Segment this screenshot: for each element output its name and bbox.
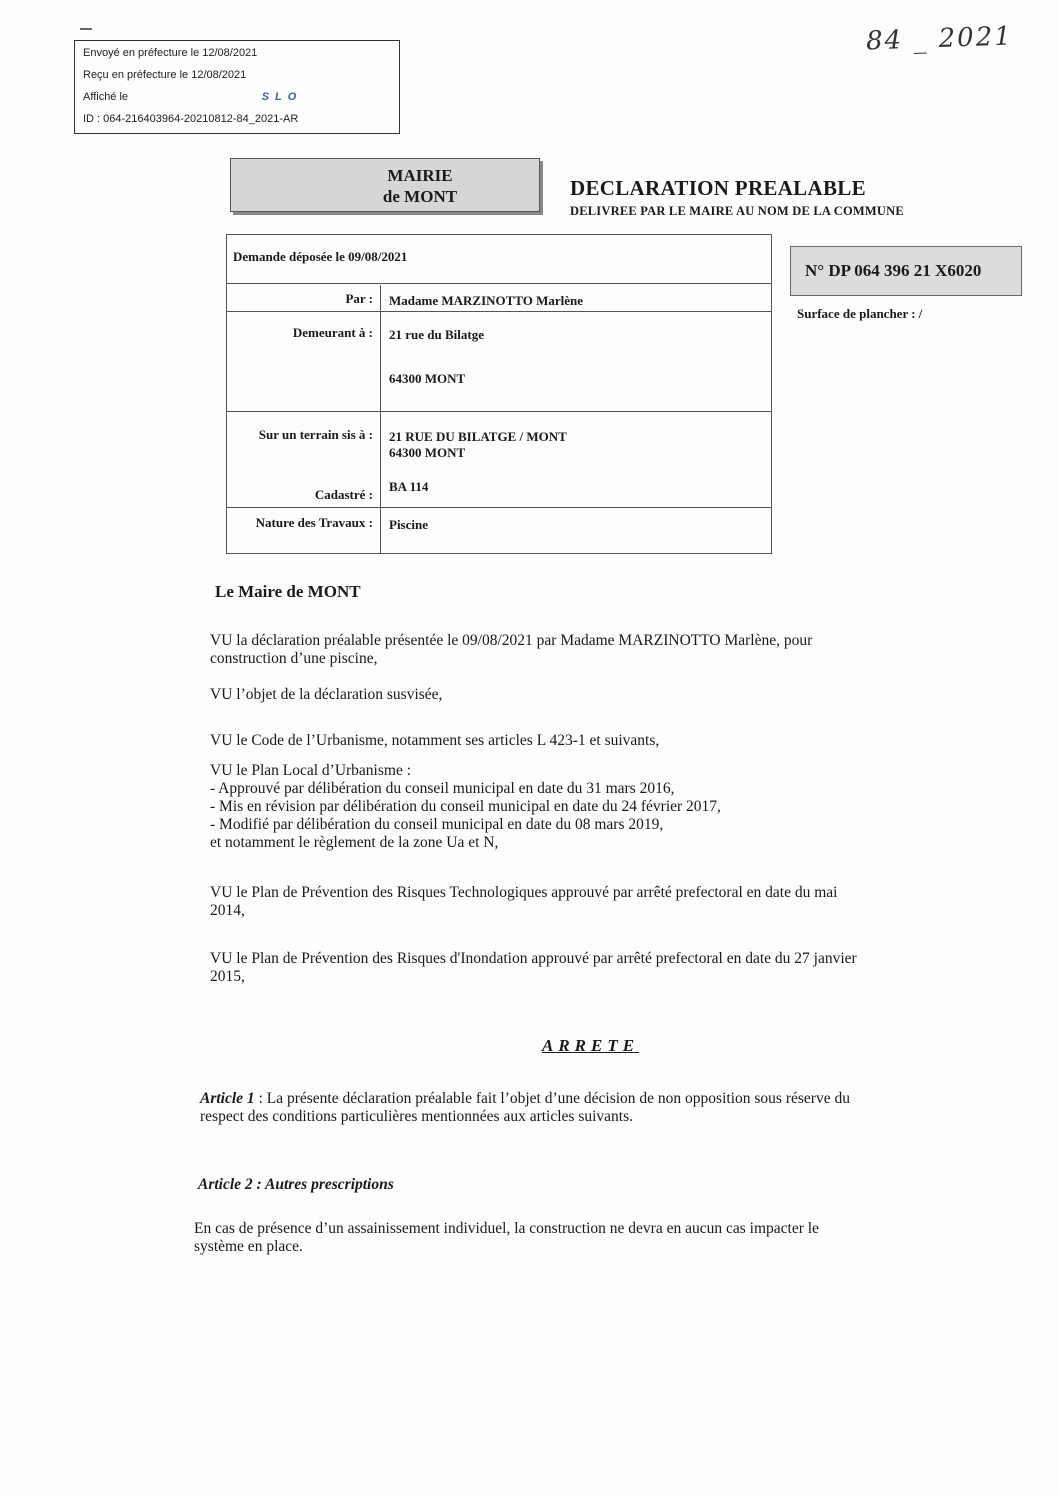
stamp-id-line: ID : 064-216403964-20210812-84_2021-AR — [83, 113, 299, 125]
article-2-label: Article 2 : Autres prescriptions — [198, 1176, 394, 1193]
row-divider — [227, 311, 771, 312]
column-divider — [380, 285, 381, 553]
article-2-text: En cas de présence d’un assainissement individuel, la construction ne devra en aucun cas impacter le — [194, 1220, 819, 1237]
scan-mark — [80, 28, 92, 30]
works-label: Nature des Travaux : — [255, 515, 373, 530]
land-label: Sur un terrain sis à : — [258, 427, 373, 442]
document-title: DECLARATION PREALABLE — [570, 176, 866, 200]
cadastre-label: Cadastré : — [314, 487, 373, 502]
maire-heading: Le Maire de MONT — [215, 582, 361, 601]
article-2-text-cont: système en place. — [194, 1238, 303, 1255]
row-divider — [227, 283, 771, 284]
vu-plu-title: VU le Plan Local d’Urbanisme : — [210, 762, 412, 779]
vu-declaration-line2: construction d’une piscine, — [210, 650, 378, 667]
residing-city: 64300 MONT — [389, 371, 466, 386]
mairie-line1: MAIRIE — [387, 166, 453, 185]
vu-pprt — [210, 884, 990, 920]
vu-plu-item: - Modifié par délibération du conseil municipal en date du 08 mars 2019, — [210, 816, 664, 833]
vu-pprt-line1: VU le Plan de Prévention des Risques Technologiques approuvé par arrêté prefectoral en date du mai — [210, 884, 838, 901]
dp-number-box: N° DP 064 396 21 X6020 — [790, 246, 1022, 296]
cadastre-value: BA 114 — [389, 479, 429, 494]
vu-declaration-line1: VU la déclaration préalable présentée le 09/08/2021 par Madame MARZINOTTO Marlène, pour — [210, 632, 813, 649]
surface-plancher: Surface de plancher : / — [797, 306, 923, 321]
prefecture-stamp — [74, 40, 400, 134]
stamp-sent-line: Envoyé en préfecture le 12/08/2021 — [83, 47, 258, 59]
stamp-posted-line: Affiché le — [83, 91, 129, 103]
residing-label: Demeurant à : — [292, 325, 373, 340]
mairie-line2: de MONT — [382, 187, 458, 206]
svg-text:SLO: SLO — [261, 91, 303, 102]
article-1-text: : La présente déclaration préalable fait l’objet d’une décision de non opposition sous réserve du — [254, 1090, 850, 1107]
request-table — [226, 234, 772, 554]
vu-plu-item: - Approuvé par délibération du conseil municipal en date du 31 mars 2016, — [210, 780, 675, 797]
article-2-body — [194, 1220, 974, 1256]
arrete-heading: ARRETE — [542, 1036, 640, 1055]
article-2 — [198, 1176, 978, 1194]
vu-declaration — [210, 632, 990, 668]
mairie-box — [230, 158, 540, 212]
applicant-value: Madame MARZINOTTO Marlène — [389, 293, 584, 308]
land-street: 21 RUE DU BILATGE / MONT — [389, 429, 567, 444]
land-city: 64300 MONT — [389, 445, 466, 460]
article-1-text-cont: respect des conditions particulières mentionnées aux articles suivants. — [200, 1108, 634, 1125]
works-value: Piscine — [389, 517, 428, 532]
vu-pprt-line2: 2014, — [210, 902, 245, 919]
article-1-label: Article 1 — [200, 1090, 255, 1107]
document-subtitle: DELIVREE PAR LE MAIRE AU NOM DE LA COMMUNE — [570, 204, 904, 218]
vu-plu-end: et notamment le règlement de la zone Ua et N, — [210, 834, 499, 851]
row-divider — [227, 507, 771, 508]
article-1 — [200, 1090, 980, 1126]
stamp-received-line: Reçu en préfecture le 12/08/2021 — [83, 69, 247, 81]
vu-objet: VU l’objet de la déclaration susvisée, — [210, 686, 443, 703]
residing-street: 21 rue du Bilatge — [389, 327, 484, 342]
vu-code-urbanisme: VU le Code de l’Urbanisme, notamment ses articles L 423-1 et suivants, — [210, 732, 660, 749]
handwritten-reference: 84 _ 2021 — [865, 21, 1014, 57]
vu-plu-item: - Mis en révision par délibération du conseil municipal en date du 24 février 2017, — [210, 798, 721, 815]
vu-plu — [210, 762, 990, 852]
row-divider — [227, 411, 771, 412]
deposit-date: Demande déposée le 09/08/2021 — [233, 249, 408, 264]
vu-ppri — [210, 950, 990, 986]
vu-ppri-line1: VU le Plan de Prévention des Risques d'Inondation approuvé par arrêté prefectoral en date du 27 janvier — [210, 950, 857, 967]
vu-ppri-line2: 2015, — [210, 968, 245, 985]
slo-logo-icon — [247, 90, 317, 102]
applicant-label: Par : — [345, 291, 373, 306]
